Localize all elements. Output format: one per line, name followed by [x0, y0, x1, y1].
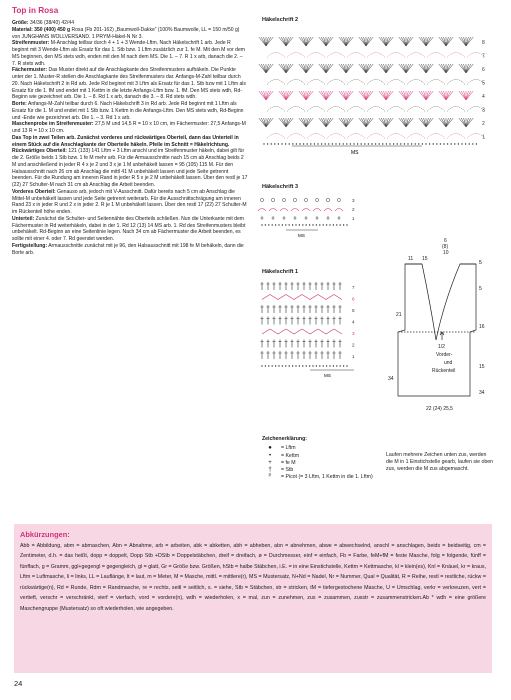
schematic-right-3: 15 [479, 364, 485, 370]
chart2-row-number: 8 [482, 40, 485, 46]
chart3-row-number: 2 [352, 207, 355, 212]
schematic-top-3: 10 [443, 250, 449, 256]
abbreviations-title: Abkürzungen: [20, 530, 70, 539]
fan-pattern-paragraph: Fächermuster: Das Muster direkt auf die Anschlagkante des Streifenmusters aufhäkeln. Die Punkte unter der 1. Muster-R stellen die Anschlagkante des Streifenmusters dar. Anfangs-M-Zahl teilbar durch 20. Nach Häkelschrift 2 in Rd arb. Jede Rd beginnt mit 3 Lftm als Ersatz für das 1. Stb bzw mit 1 Lftm als Ersatz für die 1. fM und endet mit 1 Kettm in die letzte Anfangs-Lftm bzw. 1. fM. Den MS stets wdh, Rd-Beginn wie gezeichnet arb. Die 1. – 8. Rd 1 x arb, danach die 3. – 8. Rd stets wdh. [12, 67, 246, 101]
construction-paragraph: Das Top in zwei Teilen arb. Zunächst vorderes und rückwärtiges Oberteil, dann das Unterteil in einem Stück auf die Anschlagkante der Oberteile häkeln. Pfeile im Schnitt = Häkelrichtung. [12, 134, 239, 148]
finishing-paragraph: Fertigstellung: Armausschnitte zunächst mit je 96, den Halsausschnitt mit 198 fe M behäkeln, dann die Borte arb. [12, 242, 244, 256]
chain-icon: ● [268, 445, 272, 452]
schematic-left-height: 21 [396, 312, 402, 318]
legend-item: ᴾ = Picot (= 3 Lftm, 1 Kettm in die 1. Lftm) [262, 474, 382, 481]
chart1-row-number: 5 [352, 308, 355, 313]
legend-item: • = Kettm [262, 453, 382, 460]
page-number: 24 [14, 679, 23, 688]
schematic-part-3: Rückenteil [432, 368, 456, 374]
chart3-ms-label: MS [298, 233, 305, 238]
legend-item: + = fe M [262, 460, 382, 467]
chart1-ms-label: MS [324, 373, 331, 378]
chart1-row-number: 3 [352, 331, 355, 336]
chart2-row-number: 5 [482, 80, 485, 87]
chart2-row-number: 1 [482, 134, 485, 141]
legend-title: Zeichenerklärung: [262, 436, 307, 442]
schematic-part-2: und [444, 360, 453, 366]
chart1-row-number: 7 [352, 285, 355, 290]
single-crochet-icon: + [268, 459, 272, 466]
chart3-title: Häkelschrift 3 [262, 184, 299, 190]
schematic-part-1: Vorder- [436, 352, 453, 358]
instructions-column [12, 6, 248, 256]
size-paragraph: Größe: 34/36 (38/40) 42/44 [12, 20, 75, 26]
schematic-right-2: 16 [479, 324, 485, 330]
chart2-row-number: 4 [482, 94, 485, 100]
chart2-row-number: 7 [482, 53, 485, 60]
chart1-title: Häkelschrift 1 [262, 269, 299, 275]
chart1-row-number: 1 [352, 354, 355, 359]
chart1-row-number: 4 [352, 319, 355, 325]
schematic-right-1: 5 [479, 286, 482, 292]
schematic-half: 1/2 [438, 344, 445, 350]
back-top-paragraph: Rückwärtiges Oberteil: 121 (133) 141 Lftm + 3 Lftm anschl und im Streifenmuster häkeln, dabei gilt für die 2. Größe beids 1 Stb bzw. 1 fe M mehr arb. Für die Armausschnitte nach 15 cm ab Anschlag beids 2 M und anschließend in jeder R 4 x je 2 und 3 x je 1 M unbehäkelt lassen = 95 (105) 115 M. Für den Halsausschnitt nach 26 cm ab Anschlag die mittl 41 M unbehäkelt lassen und jede Seite getrennt beenden. Für die Rundung am inneren Rand in jeder R 5 x je 2 M unbehäkelt lassen. Über den restl je 17 (22) 27 Schulter-M nach 31 cm ab Anschlag die Arbeit beenden. [12, 148, 248, 188]
schematic-lower-left: 34 [388, 376, 394, 382]
schematic-width-1: 11 [408, 256, 414, 262]
chart3-row-number: 1 [352, 216, 355, 221]
schematic-top-1: 6 [444, 238, 447, 244]
chart2-row-number: 2 [482, 121, 485, 127]
chart1-row-number: 2 [352, 342, 355, 348]
slip-stitch-icon: • [268, 452, 272, 459]
material-paragraph: Material: 350 (400) 450 g Rosa (Fb 201-162) „Baumwoll-Dakke“ (100% Baumwolle, LL = 150 m/50 g) von JUNGHANS WOLLVERSAND. 1 PRYM-Häkel-N Nr 3. [12, 26, 240, 40]
legend-item: † = Stb [262, 467, 382, 474]
symbol-legend [262, 436, 382, 482]
legend-note: Laufen mehrere Zeichen unten zus, werden die M in 1 Einstichstelle gearb, laufen sie oben zus, werden die M zus abgemascht. [386, 452, 493, 472]
lower-part-paragraph: Unterteil: Zunächst die Schulter- und Seitennähte des Oberteils schließen. Nun die Unterkante mit dem Fächermuster in Rd weiterhäkeln, dabei in der 1. Rd 12 (13) 14 MS arb. 1. Rd des Streifenmusters bleibt unbehäkelt. Rd-Beginn an eine Seitenlinie legen. Nach 34 cm ab Fächermuster die Arbeit beenden, es sollte mit einer 4. oder 7. Rd geendet werden. [12, 215, 246, 242]
chart2-title: Häkelschrift 2 [262, 17, 299, 23]
front-top-paragraph: Vorderes Oberteil: Genauso arb, jedoch mit V-Ausschnitt. Dafür bereits nach 5 cm ab Anschlag die Mittel-M unbehäkelt lassen und jede Seite getrennt weiterarb. Für die Ausschnittschrägung am inneren Rand 23 x in jeder R und 2 x in jeder 2. R je 1 M unbehäkelt lassen. Über den restl 17 (22) 27 Schulter-M im Rückenteil höhe enden. [12, 188, 247, 215]
schematic-bottom-width: 22 (24) 25,5 [426, 406, 453, 412]
pattern-title: Top in Rosa [12, 6, 59, 15]
abbreviations-box [14, 524, 492, 673]
abbreviations-text: Abb = Abbildung, abm = abmaschen, Abn = Abnahme, arb = arbeiten, abk = abketten, abh = abheben, abn = abnehmen, abwe = abwechselnd, anschl = anschlagen, beids = beidseitig, cm = Zentimeter, d.h. = das heißt, dopp = doppelt, Dopp Stb +DStb = Doppelstäbchen, dreif = dreifach, ø = Durchmesser, einf = einfach, Fb = Farbe, feM+fM = feste Masche, folg = folgende, fünff = fünffach, g = Gramm, ggl+gegengl = gegengleich, gl = glatt, Gr = Größe bzw. Größen, hStb = halbe Stäbchen, i.E. = in eine Einstichstelle, Kettm = Kettmasche, kl = klein(es), Knl = Knäuel, kr = kraus, Lftm = Luftmasche, li = links, LL = Lauflänge, lt = laut, m = Meter, M = Masche, mittl. = mittlere(r), MS = Mustersatz, N+Nd = Nadel, Nr = Nummer, Qual = Qualität, R = Reihe, restl = restliche, rückw = rückwärtige(n), Rd = Runde, Rdm = Randmasche, re = rechts, seitl = seitlich, s. = siehe, Stb = Stäbchen, str = stricken, tM = tiefergestochene Masche, U = Umschlag, verkr = verkreuzen, vert = vertieft, verschr = verschränkt, vierf = vierfach, vord = vordere(n), wdh = wiederholen, x = mal, zun = zunehmen, zus = zusammen, zusstr = zusammenstricken.Ab * wdh = eine größere Maschengruppe (Mustersatz) so oft wiederholen, wie angegeben. [20, 543, 486, 612]
schematic-lower-right: 34 [479, 390, 485, 396]
chart3-row-number: 3 [352, 198, 355, 203]
gauge-paragraph: Maschenprobe im Streifenmuster: 27,5 M und 14,5 R = 10 x 10 cm, im Fächermuster: 27,5 Anfangs-M und 13 R = 10 x 10 cm. [12, 121, 246, 134]
stripe-pattern-paragraph: Streifenmuster: M-Anschlag teilbar durch 4 + 1 + 3 Wende-Lftm. Nach Häkelschrift 1 arb. Jede R beginnt mit 3 Wende-Lftm als Ersatz für das 1. Stb bzw. 1 Lftm zusätzlich zur 1. fe M. Mit den M vor dem MS beginnen, den MS stets wdh, enden mit den M nach dem MS. Die 1. – 7. R 1 x arb, danach die 2. – 7. R stets wdh. [12, 40, 245, 67]
chart2-ms-label: MS [351, 150, 359, 156]
border-paragraph: Borte: Anfangs-M-Zahl teilbar durch 6. Nach Häkelschrift 3 in Rd arb. Jede Rd beginnt mit 1 Lftm als Ersatz für die 1. M und endet mit 1 Stb bzw. 1 Kettm in die Anfangs-Lftm. Den MS stets wdh, Rd-Beginn und -Ende wie gezeichnet arb. Die 1. – 3. Rd 1 x arb. [12, 101, 244, 121]
schematic-top-2: (8) [442, 244, 449, 250]
legend-item: ● = Lftm [262, 445, 382, 452]
picot-icon: ᴾ [268, 474, 272, 481]
schematic-width-2: 15 [422, 256, 428, 262]
chart2-row-number: 3 [482, 107, 485, 114]
garment-schematic [378, 236, 504, 416]
crochet-chart-1 [258, 278, 368, 378]
schematic-width-3: 5 [479, 260, 482, 266]
chart2-row-number: 6 [482, 67, 485, 73]
crochet-chart-3 [258, 194, 368, 246]
crochet-chart-2 [256, 28, 496, 160]
double-crochet-icon: † [268, 467, 272, 474]
chart1-row-number: 6 [352, 296, 355, 302]
